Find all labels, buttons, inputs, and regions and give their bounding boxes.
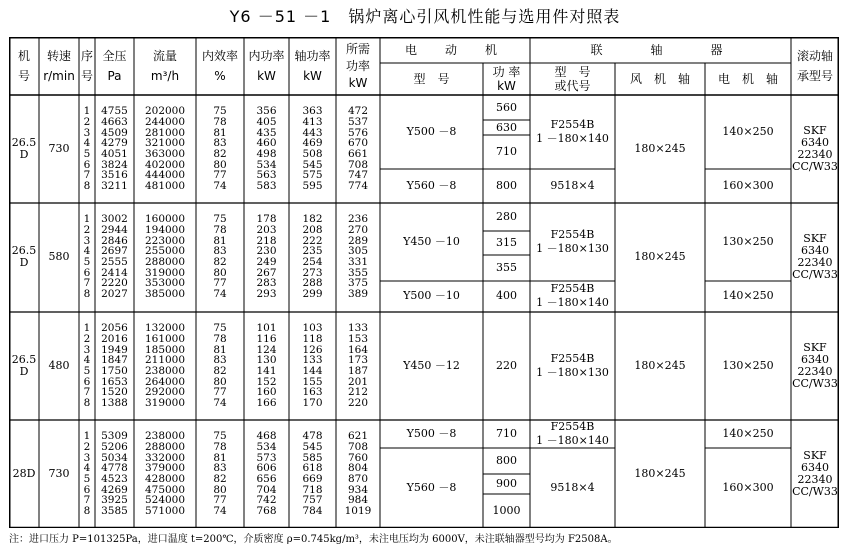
motor-shaft: 140×250 [722, 427, 774, 440]
motor-power: 400 [496, 289, 517, 302]
group-pressure: 5309 5206 5034 4778 4523 4269 3925 3585 [101, 430, 128, 518]
group-seq: 1 2 3 4 5 6 7 8 [83, 213, 91, 301]
motor-power: 630 [496, 120, 517, 134]
header-machine: 机 号 [17, 49, 30, 83]
header-flow: 流量 m³/h [150, 49, 180, 83]
motor-shaft: 160×300 [722, 179, 774, 192]
group-int-eff: 75 78 81 83 82 80 77 74 [213, 105, 227, 193]
header-motor-model: 型 号 [413, 72, 450, 86]
group-int-power: 468 534 573 606 656 704 742 768 [256, 430, 277, 518]
group-speed: 730 [48, 142, 70, 155]
motor-power: 1000 [492, 504, 521, 517]
header-pressure: 全压 Pa [102, 49, 127, 83]
bearing-model: SKF 6340 22340 CC/W33 [792, 449, 838, 498]
group-flow: 202000 244000 281000 321000 363000 402000 444000 481000 [144, 105, 186, 193]
group-pressure: 3002 2944 2846 2697 2555 2414 2220 2027 [101, 213, 128, 301]
coupling-model: F2554B 1 －180×140 [536, 282, 609, 309]
group-int-eff: 75 78 81 83 82 80 77 74 [213, 213, 227, 301]
group-machine: 26.5 D [11, 244, 37, 269]
motor-power: 900 [496, 477, 517, 490]
page-title: Y6 －51 －1 锅炉离心引风机性能与选用件对照表 [229, 7, 621, 26]
group-seq: 1 2 3 4 5 6 7 8 [83, 430, 91, 518]
coupling-model: F2554B 1 －180×130 [536, 228, 609, 255]
motor-model: Y500 －10 [403, 289, 460, 302]
header-int-power: 内功率 kW [248, 49, 285, 83]
group-seq: 1 2 3 4 5 6 7 8 [83, 105, 91, 193]
bearing-model: SKF 6340 22340 CC/W33 [792, 232, 838, 281]
header-req-power: 所需 功率 kW [345, 41, 370, 90]
group-shaft-power: 182 208 222 235 254 273 288 299 [302, 213, 323, 301]
header-coupling: 联 轴 器 [590, 43, 731, 57]
coupling-model: 9518×4 [550, 179, 595, 192]
group-flow: 132000 161000 185000 211000 238000 264000 292000 319000 [144, 322, 186, 410]
group-req-power: 472 537 576 670 661 708 747 774 [347, 105, 369, 193]
footnote: 注：进口压力 P=101325Pa，进口温度 t=200℃，介质密度 ρ=0.745kg/m³，未注电压均为 6000V，未注联轴器型号均为 F2508A。 [9, 534, 618, 545]
group-pressure: 4755 4663 4509 4279 4051 3824 3516 3211 [101, 105, 128, 193]
header-coupling-model: 型 号 或代号 [554, 65, 591, 93]
group-int-power: 178 203 218 230 249 267 283 293 [256, 213, 277, 301]
coupling-model: 9518×4 [550, 481, 595, 494]
group-shaft-power: 363 413 443 469 508 545 575 595 [302, 105, 323, 193]
group-req-power: 133 153 164 173 187 201 212 220 [347, 322, 369, 410]
motor-shaft: 140×250 [722, 289, 774, 302]
bearing-model: SKF 6340 22340 CC/W33 [792, 341, 838, 390]
header-motor: 电 动 机 [404, 43, 505, 57]
group-req-power: 621 708 760 804 870 934 984 1019 [344, 430, 372, 518]
header-seq: 序 号 [80, 49, 93, 83]
header-bearing: 滚动轴 承型号 [796, 49, 833, 83]
group-pressure: 2056 2016 1949 1847 1750 1653 1520 1388 [101, 322, 128, 410]
motor-power: 315 [496, 236, 517, 249]
group-speed: 480 [48, 359, 70, 372]
coupling-model: F2554B 1 －180×130 [536, 352, 609, 379]
group-speed: 730 [48, 467, 70, 480]
header-int-eff: 内效率 % [201, 49, 238, 83]
header-speed: 转速 r/min [43, 49, 75, 83]
motor-power: 800 [496, 179, 517, 192]
motor-model: Y560 －8 [406, 179, 457, 192]
motor-model: Y500 －8 [406, 427, 457, 440]
group-int-power: 101 116 124 130 141 152 160 166 [256, 322, 277, 410]
group-int-eff: 75 78 81 83 82 80 77 74 [213, 430, 227, 518]
header-motor-power: 功 率 kW [492, 65, 521, 93]
group-machine: 28D [12, 467, 36, 480]
group-int-power: 356 405 435 460 498 534 563 583 [256, 105, 277, 193]
coupling-model: F2554B 1 －180×140 [536, 420, 609, 447]
group-shaft-power: 478 545 585 618 669 718 757 784 [302, 430, 323, 518]
motor-power: 280 [496, 210, 517, 223]
group-shaft-power: 103 118 126 133 144 155 163 170 [302, 322, 323, 410]
motor-shaft: 140×250 [722, 125, 774, 138]
motor-power: 710 [496, 427, 517, 440]
fan-table [9, 37, 839, 528]
header-shaft-power: 轴功率 kW [294, 49, 331, 83]
motor-power: 560 [496, 100, 517, 114]
motor-shaft: 130×250 [722, 235, 774, 248]
fan-shaft: 180×245 [634, 142, 686, 155]
group-seq: 1 2 3 4 5 6 7 8 [83, 322, 91, 410]
motor-power: 355 [496, 261, 517, 274]
motor-model: Y500 －8 [406, 125, 457, 138]
group-machine: 26.5 D [11, 136, 37, 161]
group-flow: 238000 288000 332000 379000 428000 475000 524000 571000 [144, 430, 186, 518]
motor-model: Y450 －12 [403, 359, 460, 372]
coupling-model: F2554B 1 －180×140 [536, 118, 609, 145]
group-machine: 26.5 D [11, 353, 37, 378]
motor-model: Y560 －8 [406, 481, 457, 494]
group-speed: 580 [48, 250, 70, 263]
group-int-eff: 75 78 81 83 82 80 77 74 [213, 322, 227, 410]
fan-shaft: 180×245 [634, 250, 686, 263]
motor-model: Y450 －10 [403, 235, 460, 248]
motor-power: 710 [496, 145, 517, 158]
fan-shaft: 180×245 [634, 359, 686, 372]
motor-shaft: 130×250 [722, 359, 774, 372]
group-flow: 160000 194000 223000 255000 288000 319000 353000 385000 [144, 213, 186, 301]
motor-power: 220 [496, 359, 517, 372]
motor-shaft: 160×300 [722, 481, 774, 494]
group-req-power: 236 270 289 305 331 355 375 389 [347, 213, 369, 301]
header-motor-shaft: 电 机 轴 [717, 72, 778, 86]
header-fan-shaft: 风 机 轴 [629, 72, 690, 86]
fan-shaft: 180×245 [634, 467, 686, 480]
bearing-model: SKF 6340 22340 CC/W33 [792, 124, 838, 173]
motor-power: 800 [496, 454, 517, 467]
